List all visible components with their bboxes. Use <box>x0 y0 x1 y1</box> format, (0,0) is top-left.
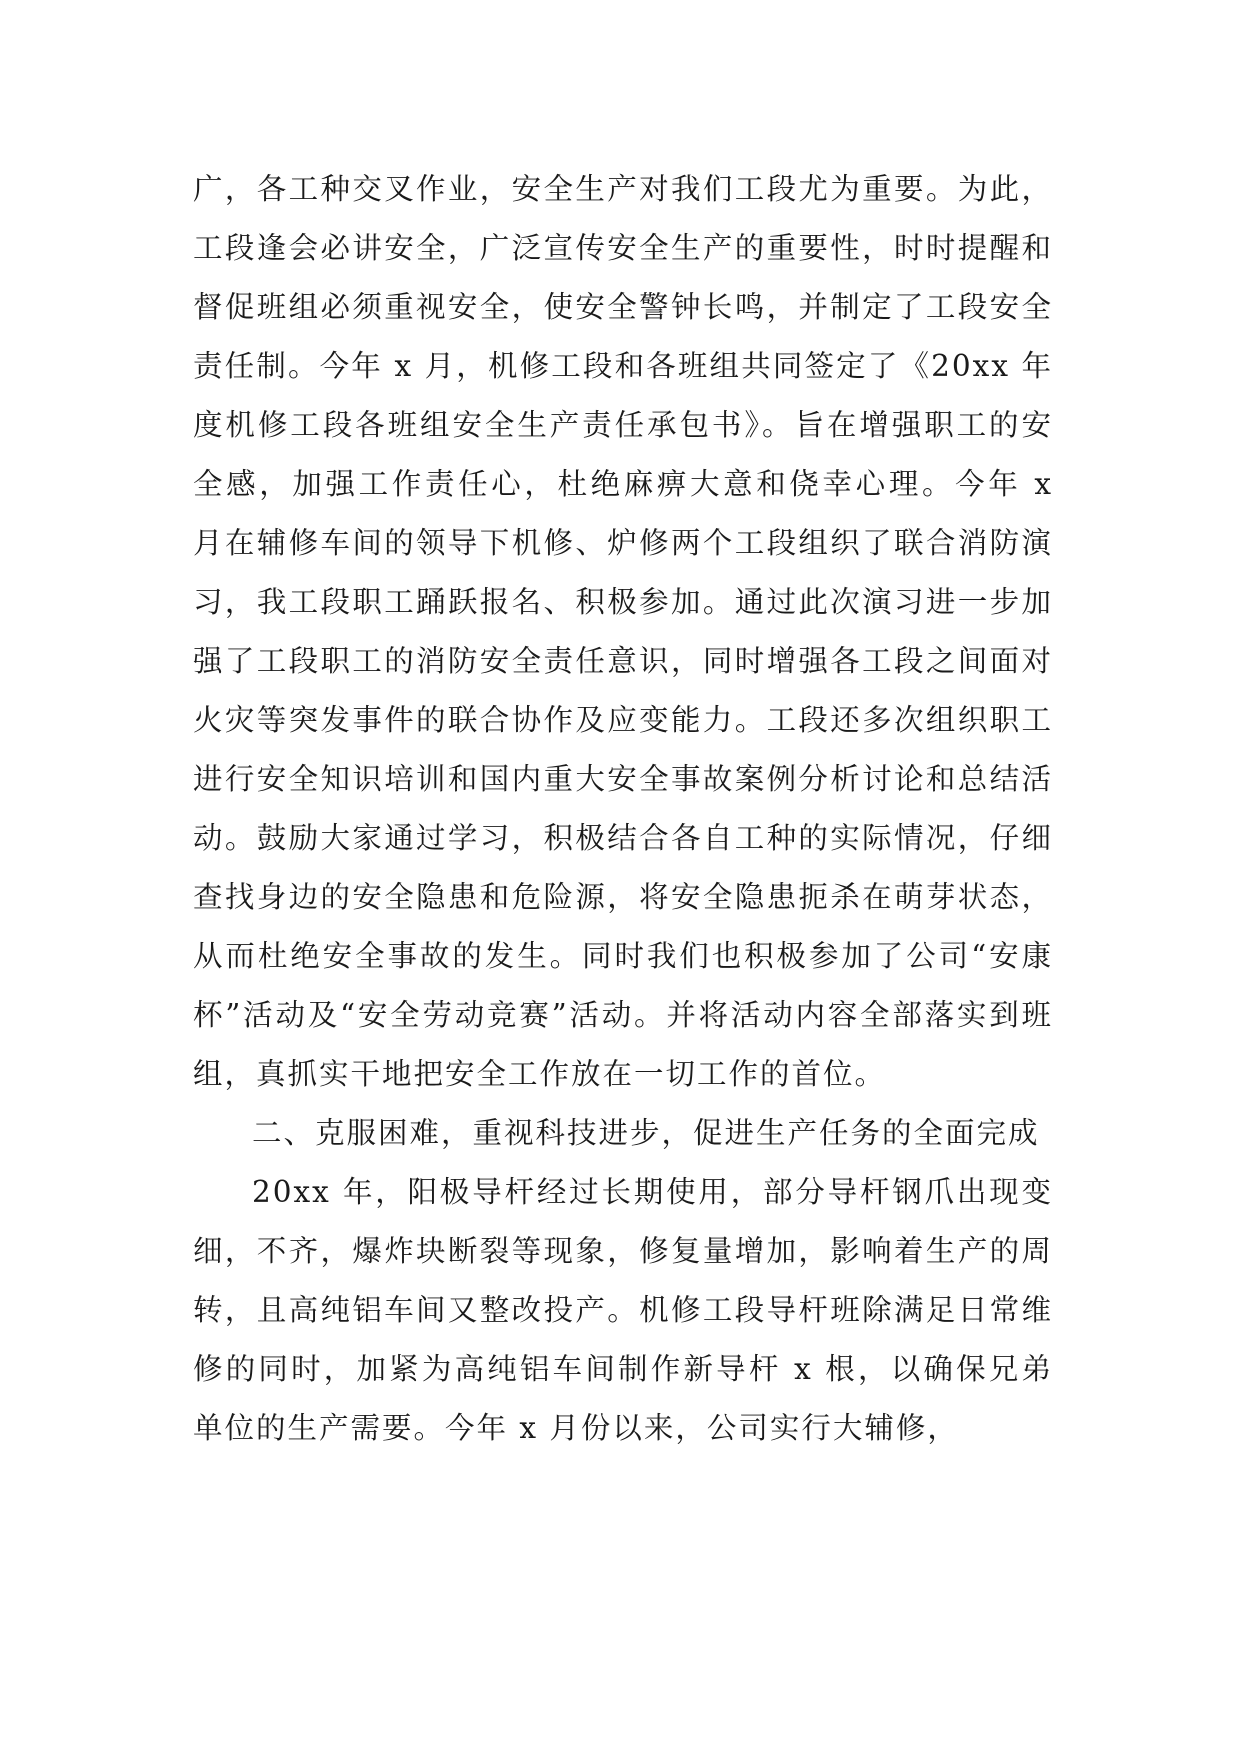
document-body <box>193 160 1053 1458</box>
paragraph-guide-rod-repair: 20xx 年，阳极导杆经过长期使用，部分导杆钢爪出现变细，不齐，爆炸块断裂等现象，修复量增加，影响着生产的周转，且高纯铝车间又整改投产。机修工段导杆班除满足日常维修的同时，加紧为高纯铝车间制作新导杆 x 根，以确保兄弟单位的生产需要。今年 x 月份以来，公司实行大辅修， <box>193 1175 1053 1445</box>
section-heading-two: 二、克服困难，重视科技进步，促进生产任务的全面完成 <box>252 1116 1040 1150</box>
paragraph-safety-work: 广，各工种交叉作业，安全生产对我们工段尤为重要。为此，工段逢会必讲安全，广泛宣传安全生产的重要性，时时提醒和督促班组必须重视安全，使安全警钟长鸣，并制定了工段安全责任制。今年 x 月，机修工段和各班组共同签定了《20xx 年度机修工段各班组安全生产责任承包书》。旨在增强职工的安全感，加强工作责任心，杜绝麻痹大意和侥幸心理。今年 x 月在辅修车间的领导下机修、炉修两个工段组织了联合消防演习，我工段职工踊跃报名、积极参加。通过此次演习进一步加强了工段职工的消防安全责任意识，同时增强各工段之间面对火灾等突发事件的联合协作及应变能力。工段还多次组织职工进行安全知识培训和国内重大安全事故案例分析讨论和总结活动。鼓励大家通过学习，积极结合各自工种的实际情况，仔细查找身边的安全隐患和危险源，将安全隐患扼杀在萌芽状态，从而杜绝安全事故的发生。同时我们也积极参加了公司“安康杯”活动及“安全劳动竞赛”活动。并将活动内容全部落实到班组，真抓实干地把安全工作放在一切工作的首位。 <box>193 172 1053 1091</box>
